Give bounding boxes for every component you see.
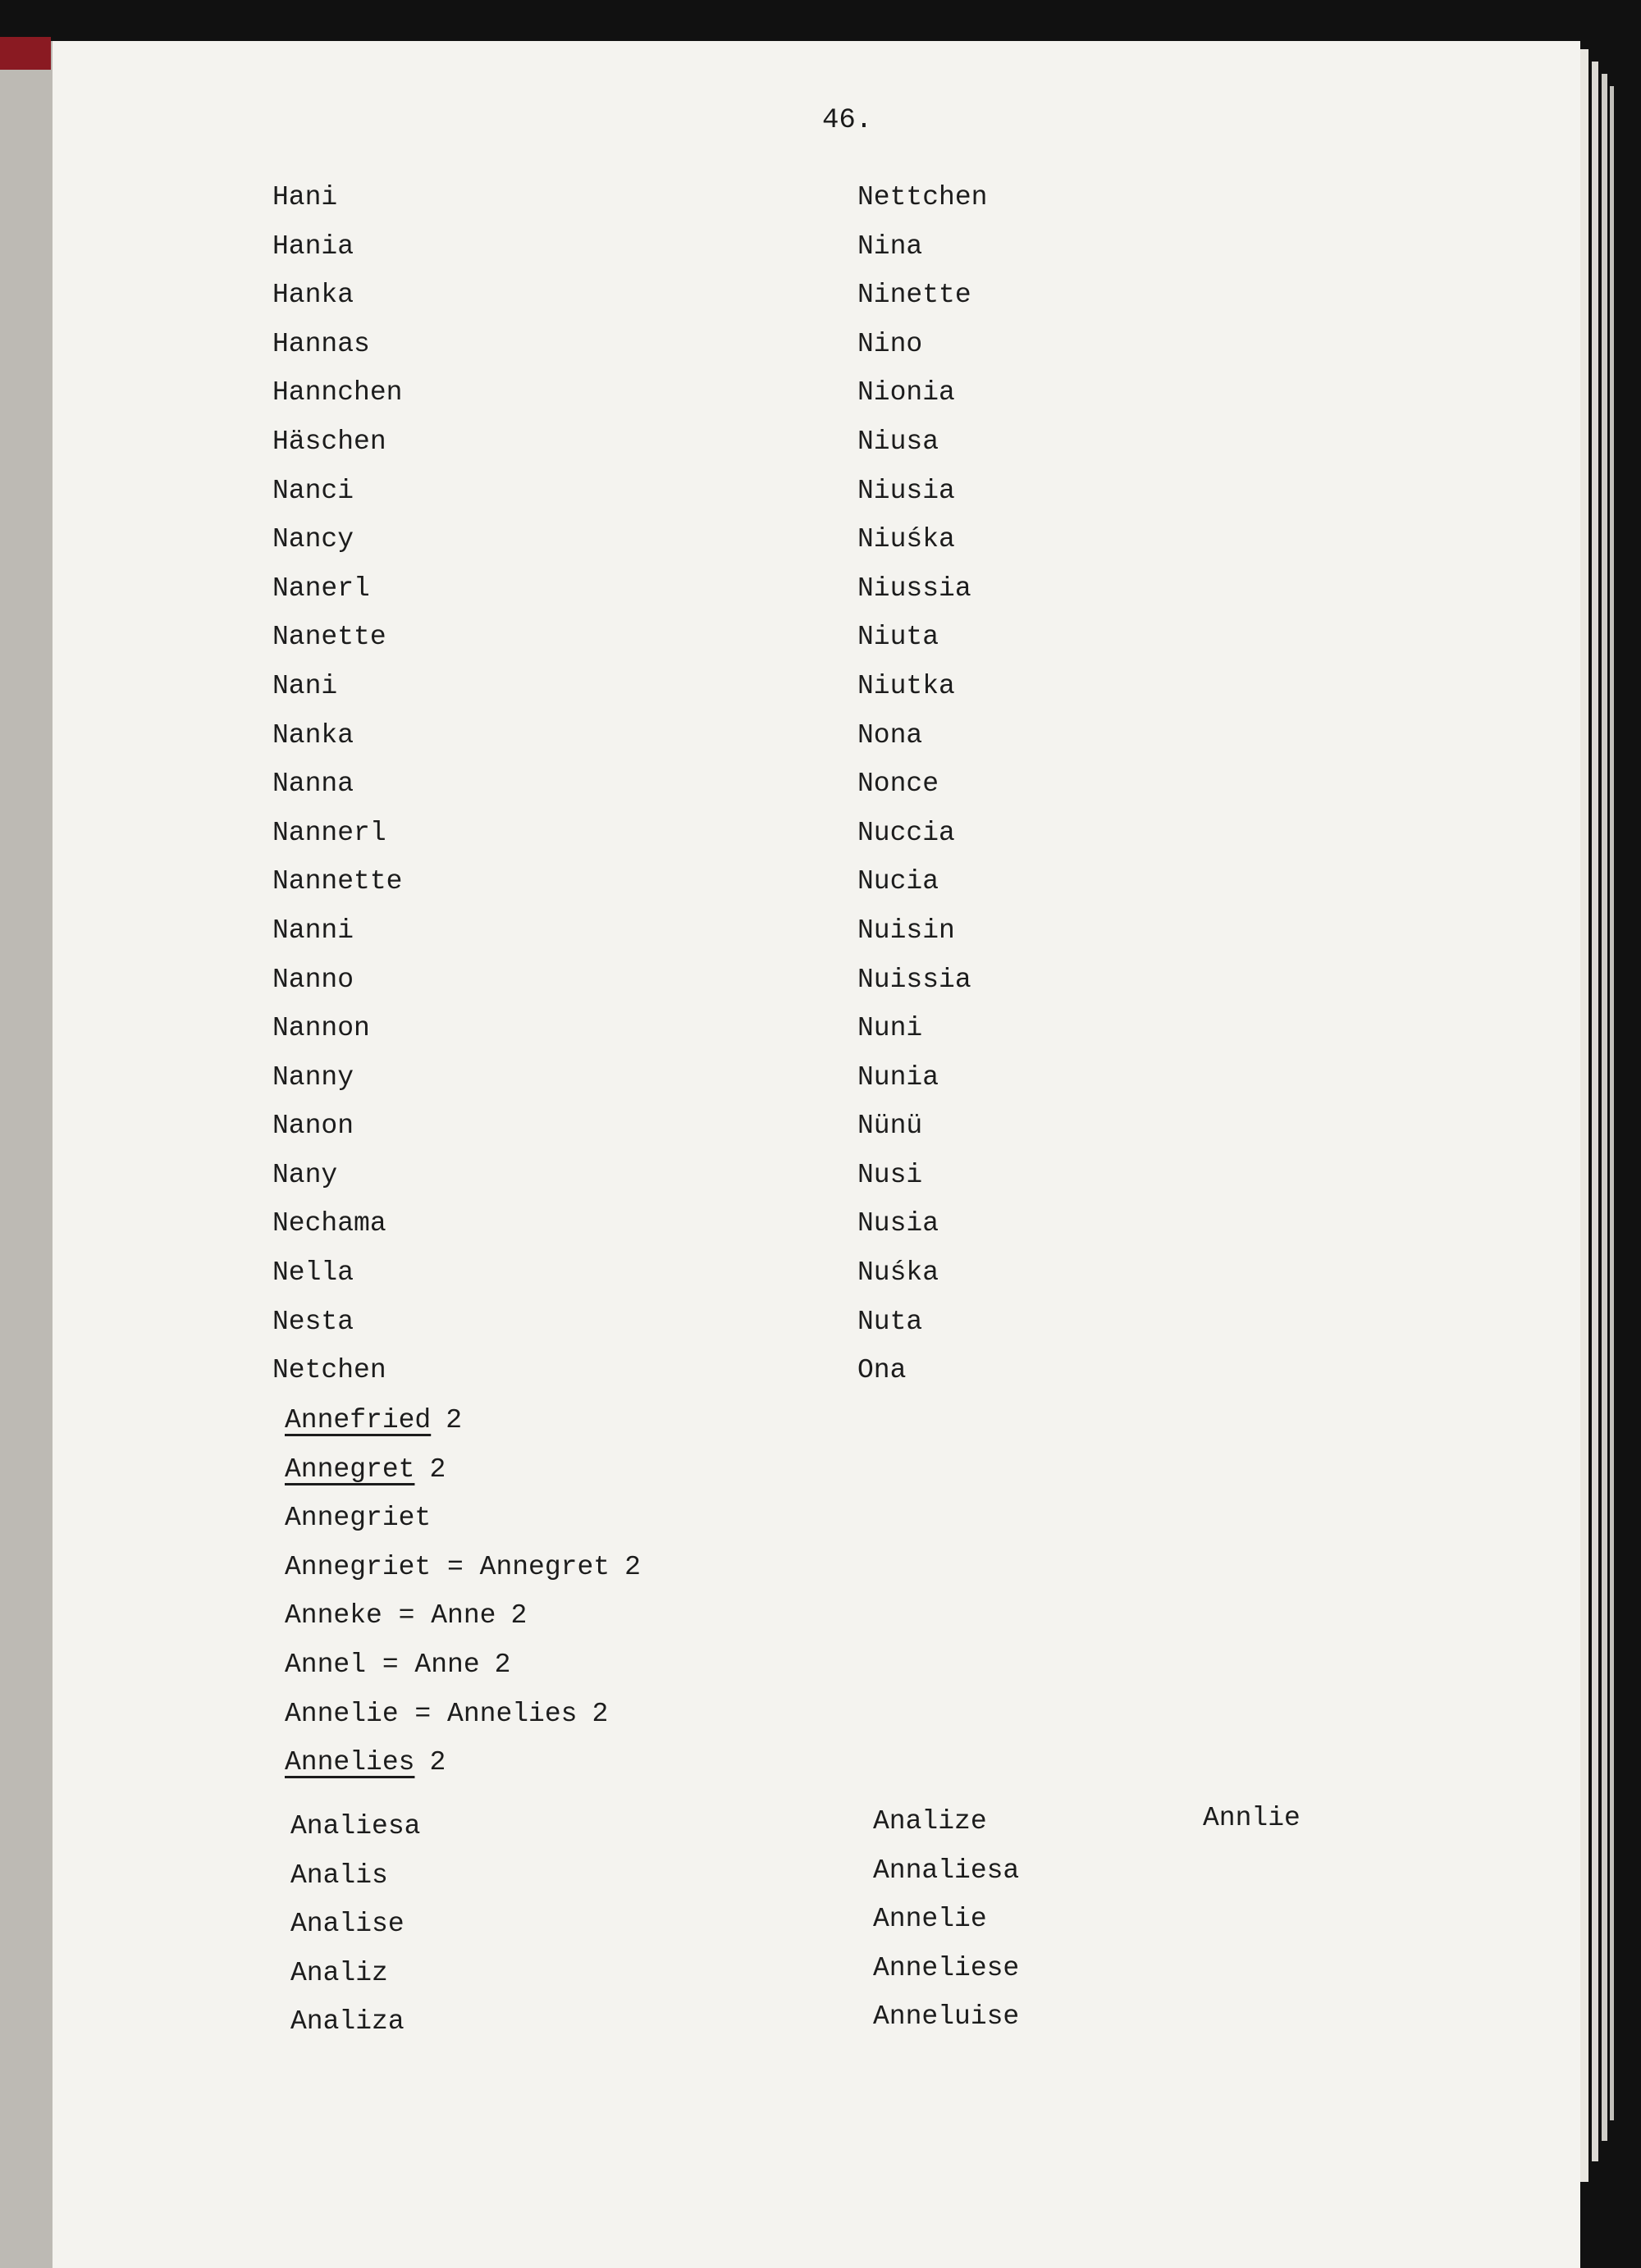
page-stack-edge	[1610, 86, 1614, 2120]
name-entry: Nonce	[857, 769, 939, 800]
name-entry: Nanni	[272, 915, 354, 946]
variant-list-2	[873, 1797, 1019, 2042]
name-entry: Nanna	[272, 769, 354, 800]
name-entry: Nusi	[857, 1159, 923, 1190]
name-entry: Analiz	[290, 1957, 388, 1988]
variant-list-3	[1203, 1794, 1300, 1843]
name-entry: Nusia	[857, 1208, 939, 1239]
name-entry: Nina	[857, 230, 923, 262]
book-spine	[0, 41, 54, 2268]
name-entry: Hania	[272, 230, 354, 262]
name-entry: Nona	[857, 719, 923, 751]
name-entry: Anneluise	[873, 2001, 1020, 2033]
entry-count: 2	[494, 1649, 511, 1680]
name-entry: Hannchen	[272, 377, 403, 408]
entry-name: Annelies	[285, 1747, 415, 1778]
name-entry: Nani	[272, 670, 338, 701]
name-entry	[285, 1445, 641, 1495]
name-entry	[285, 1543, 641, 1592]
entry-count: 2	[624, 1551, 641, 1582]
name-entry: Nuta	[857, 1306, 923, 1337]
name-entry: Nannerl	[272, 817, 386, 848]
name-entry	[285, 1591, 641, 1641]
name-entry	[285, 1494, 641, 1543]
name-entry	[285, 1641, 641, 1690]
entry-name: Annegret	[285, 1453, 415, 1485]
name-entry: Annelie	[873, 1904, 987, 1935]
entry-name: Annefried	[285, 1405, 432, 1435]
name-entry: Nuśka	[857, 1257, 939, 1289]
name-entry: Nella	[272, 1257, 354, 1289]
name-entry	[285, 1396, 641, 1445]
name-entry: Analize	[873, 1806, 987, 1837]
name-entry: Nesta	[272, 1306, 354, 1337]
name-entry: Anneliese	[873, 1952, 1020, 1983]
entry-count: 2	[429, 1453, 446, 1485]
name-entry: Analiesa	[290, 1811, 421, 1841]
name-entry: Ona	[857, 1355, 907, 1386]
page-stack-edge	[1602, 74, 1607, 2141]
name-entry: Nino	[857, 328, 923, 359]
name-entry: Ninette	[857, 280, 971, 311]
entry-count: 2	[510, 1600, 528, 1631]
name-entry: Nionia	[857, 377, 955, 408]
name-entry: Nanci	[272, 475, 354, 506]
document-page	[53, 41, 1580, 2268]
name-entry: Nannon	[272, 1013, 370, 1044]
name-entry: Annlie	[1203, 1803, 1300, 1833]
page-number: 46.	[822, 105, 873, 136]
name-entry: Hani	[272, 182, 338, 212]
name-entry: Nuissia	[857, 964, 971, 995]
name-entry: Analiza	[290, 2006, 405, 2038]
name-entry: Nannette	[272, 866, 403, 897]
variant-list-1	[290, 1802, 420, 2047]
entry-count: 2	[429, 1747, 446, 1778]
name-entry: Niusia	[857, 475, 955, 506]
name-entry: Nanno	[272, 964, 354, 995]
name-entry: Häschen	[272, 426, 386, 457]
name-entry: Hanka	[272, 280, 354, 311]
name-entry: Nanette	[272, 622, 386, 653]
name-entry: Nechama	[272, 1208, 386, 1239]
name-entry	[285, 1690, 641, 1739]
name-entry: Niussia	[857, 573, 971, 604]
entry-count: 2	[446, 1405, 463, 1435]
name-list-left	[272, 173, 402, 1395]
spine-binding-tape	[0, 37, 51, 70]
page-stack-edge	[1592, 62, 1598, 2161]
name-list-right	[857, 173, 987, 1395]
name-entry: Nettchen	[857, 182, 988, 212]
entry-name: Annel = Anne	[285, 1649, 480, 1680]
name-entry: Hannas	[272, 328, 370, 359]
name-entry: Annaliesa	[873, 1855, 1020, 1886]
entry-count: 2	[592, 1698, 609, 1729]
name-entry: Nuisin	[857, 915, 955, 946]
name-entry	[285, 1738, 641, 1787]
name-entry: Nünü	[857, 1111, 923, 1142]
page-stack-edge	[1580, 49, 1588, 2182]
name-entry: Nanny	[272, 1061, 354, 1093]
entry-name: Annegriet = Annegret	[285, 1551, 610, 1582]
entry-name: Anneke = Anne	[285, 1600, 496, 1631]
entry-name: Annegriet	[285, 1503, 432, 1534]
name-entry: Niuta	[857, 622, 939, 653]
name-entry: Nanerl	[272, 573, 370, 604]
name-entry: Nanon	[272, 1111, 354, 1142]
name-entry: Analise	[290, 1909, 405, 1940]
name-entry: Nanka	[272, 719, 354, 751]
name-entry: Nany	[272, 1159, 338, 1190]
name-entry: Nunia	[857, 1061, 939, 1093]
name-entry: Niuśka	[857, 524, 955, 555]
name-entry: Niutka	[857, 670, 955, 701]
entry-name: Annelie = Annelies	[285, 1698, 578, 1729]
name-entry: Nancy	[272, 524, 354, 555]
name-entry: Niusa	[857, 426, 939, 457]
entry-list	[285, 1396, 641, 1787]
name-entry: Netchen	[272, 1355, 386, 1386]
name-entry: Nucia	[857, 866, 939, 897]
name-entry: Nuni	[857, 1013, 923, 1044]
name-entry: Analis	[290, 1860, 388, 1891]
name-entry: Nuccia	[857, 817, 955, 848]
